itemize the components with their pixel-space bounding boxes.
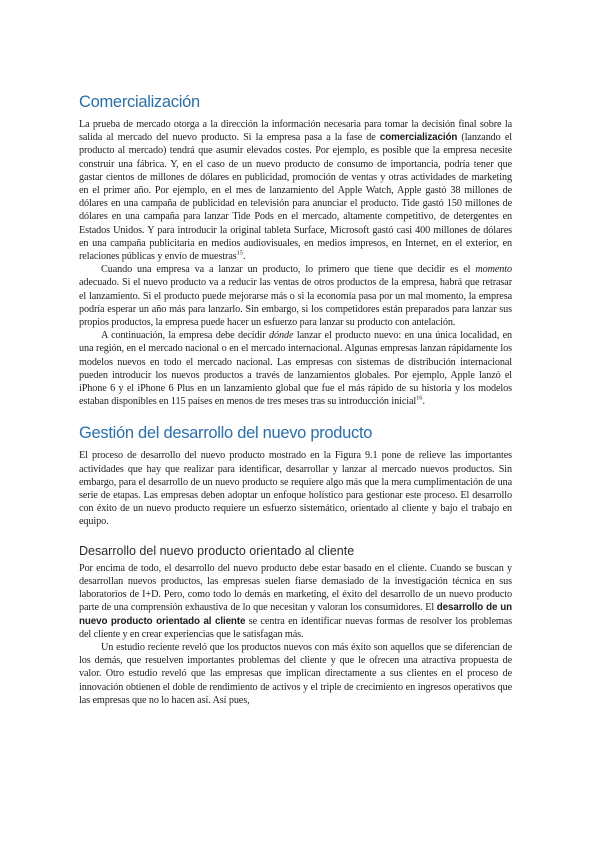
emphasis-donde: dónde <box>269 330 294 342</box>
paragraph-orientado-cliente-1 <box>79 562 512 641</box>
text-run: . <box>422 396 425 408</box>
text-run: lanzar el producto nuevo: en una única localidad, en una región, en el mercado nacional o en el mercado internacional. Algunas empresas lanzan rápidamente los modelos nuevos en todo el mercado nacional. Las empresas con sistemas de distribución internacional pueden introducir los nuevos productos a través de lanzamientos globales. Por ejemplo, Apple lanzó el iPhone 6 y el iPhone 6 Plus en un lanzamiento global que fue el más rápido de su historia y los modelos estaban disponibles en 115 países en menos de tres meses tras su introducción inicial <box>79 330 512 408</box>
subsection-title-orientado-cliente: Desarrollo del nuevo producto orientado al cliente <box>79 543 355 558</box>
text-run: La prueba de mercado otorga a la dirección la información necesaria para tomar la decisión final sobre la salida al mercado del nuevo producto. Si la empresa pasa a la fase de <box>79 119 512 144</box>
text-run: adecuado. Si el nuevo producto va a reducir las ventas de otros productos de la empresa, habrá que retrasar el lanzamiento. Si el producto puede mejorarse más o si la economía pasa por un mal momento, la empresa podría esperar un año más para lanzarlo. Sin embargo, si los competidores están preparados para lanzar sus propios productos, la empresa puede hacer un esfuerzo para lanzar su producto con antelación. <box>79 277 512 329</box>
paragraph-comercializacion-2 <box>79 263 512 329</box>
section-title-gestion-desarrollo: Gestión del desarrollo del nuevo producto <box>79 424 373 443</box>
paragraph-comercializacion-1 <box>79 118 512 263</box>
text-run: Por encima de todo, el desarrollo del nuevo producto debe estar basado en el cliente. Cuando se buscan y desarrollan nuevos productos, las empresas suelen fiarse demasiado de la investigación técnica en sus laboratorios de I+D. Pero, como todo lo demás en marketing, el éxito del desarrollo de un nuevo producto parte de una comprensión exhaustiva de lo que necesitan y valoran los consumidores. El <box>79 562 512 614</box>
key-term-desarrollo-orientado-cliente: desarrollo de un nuevo producto orientado al cliente <box>79 602 512 627</box>
text-run: . <box>242 251 246 263</box>
text-run: Cuando una empresa va a lanzar un producto, lo primero que tiene que decidir es el <box>101 264 476 276</box>
emphasis-momento: momento <box>475 264 512 276</box>
section-title-comercializacion: Comercialización <box>79 93 200 111</box>
paragraph-orientado-cliente-2: Un estudio reciente reveló que los productos nuevos con más éxito son aquellos que se diferencian de los demás, que resuelven importantes problemas del cliente y que le ofrecen una atractiva propuesta de valor. Otro estudio reveló que las empresas que implican directamente a sus clientes en el proceso de innovación obtienen el doble de rendimiento de activos y el triple de crecimiento en ingresos operativos que las empresas que no lo hacen así. Así pues, <box>79 641 512 706</box>
key-term-comercializacion: comercialización <box>379 132 458 144</box>
text-run: A continuación, la empresa debe decidir <box>101 330 269 342</box>
paragraph-comercializacion-3 <box>79 329 512 408</box>
footnote-ref-16: 16 <box>416 394 423 402</box>
paragraph-gestion-1: El proceso de desarrollo del nuevo producto mostrado en la Figura 9.1 pone de relieve las importantes actividades que hay que realizar para identificar, desarrollar y lanzar al mercado nuevos productos. Sin embargo, para el desarrollo de un nuevo producto se requiere algo más que la mera cumplimentación de una serie de etapas. Las empresas deben adoptar un enfoque holístico para gestionar este proceso. El desarrollo con éxito de un nuevo producto requiere un esfuerzo sistemático, orientado al cliente y bajo el trabajo en equipo. <box>79 450 512 528</box>
text-run: se centra en identificar nuevas formas de resolver los problemas del cliente y en crear experiencias que le satisfagan más. <box>79 615 512 640</box>
footnote-ref-15: 15 <box>236 249 243 257</box>
text-run: (lanzando el producto al mercado) tendrá que asumir elevados costes. Por ejemplo, es posible que la empresa necesite construir una fábrica. Y, en el caso de un nuevo producto de consumo de importancia, podría tener que gastar cientos de millones de dólares en publicidad, promoción de ventas y otras actividades de marketing en el primer año. Por ejemplo, en el mes de lanzamiento del Apple Watch, Apple gastó 38 millones de dólares en una campaña de publicidad en televisión para anunciar el producto. Tide gastó 150 millones de dólares en una campaña para lanzar Tide Pods en el mercado, altamente competitivo, de detergentes en Estados Unidos. Y para introducir la original tableta Surface, Microsoft gastó casi 400 millones de dólares en una campaña publicitaria en medios audiovisuales, en medios impresos, en Internet, en el exterior, en relaciones públicas y envío de muestras <box>79 132 512 263</box>
